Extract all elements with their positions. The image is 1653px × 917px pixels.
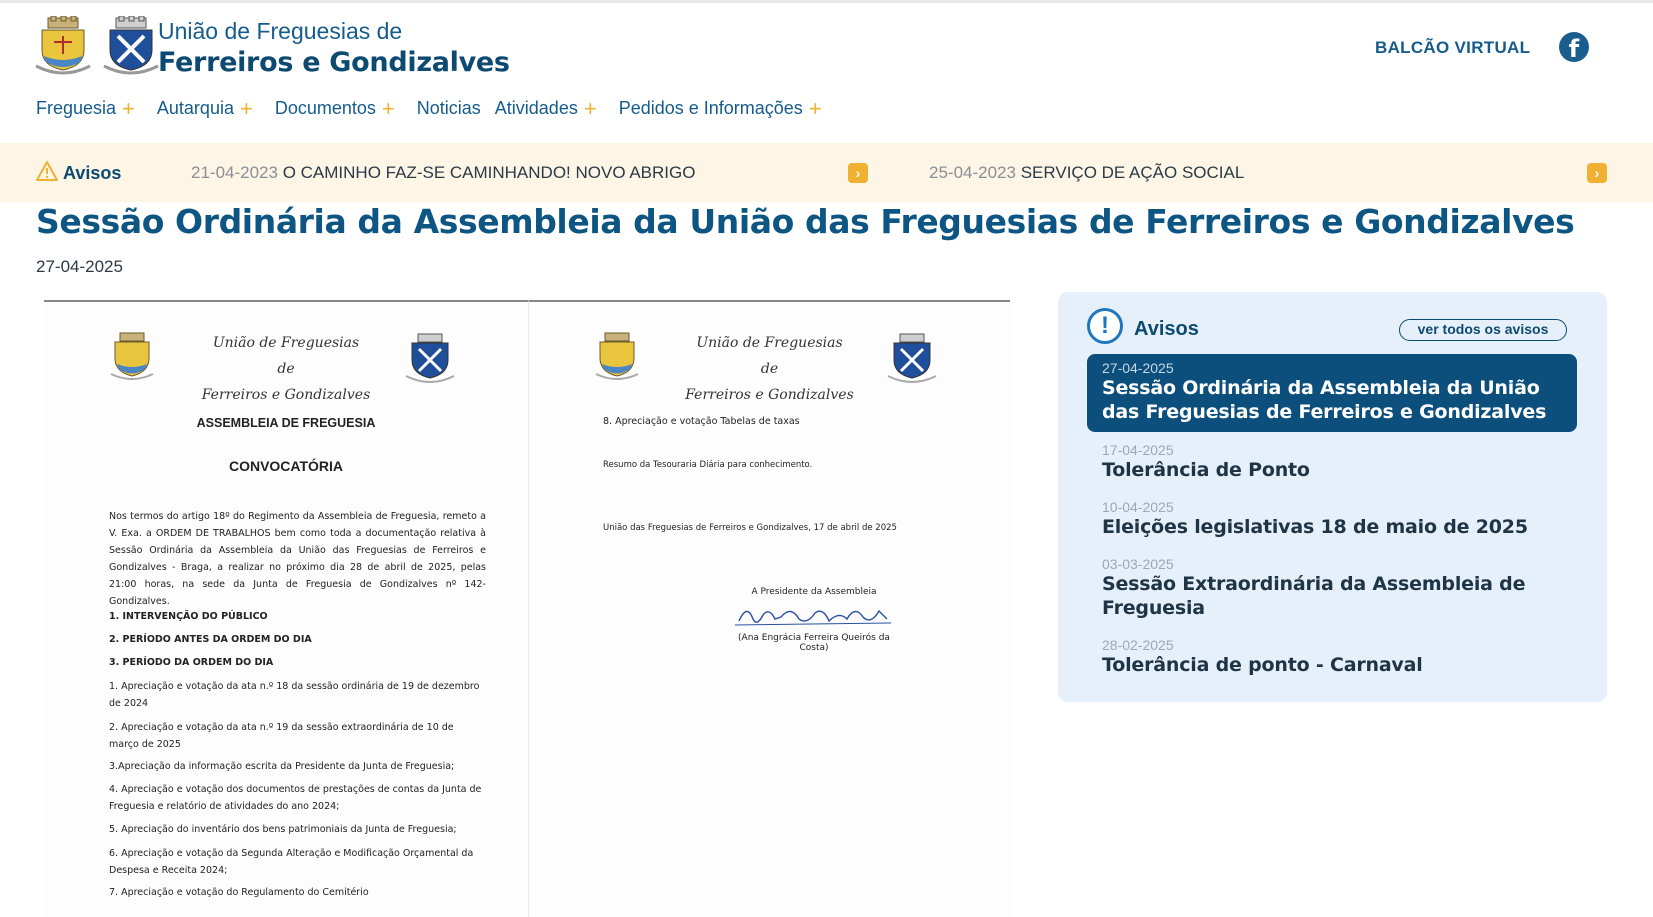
notice-title: Eleições legislativas 18 de maio de 2025 — [1102, 516, 1528, 538]
notice-title: Sessão Extraordinária da Assembleia de Freguesia — [1102, 573, 1526, 619]
document-resumo: Resumo da Tesouraria Diária para conhecimento. — [603, 460, 813, 470]
nav-item-pedidos[interactable] — [618, 95, 822, 121]
logo[interactable] — [34, 16, 160, 78]
site-title[interactable] — [158, 18, 510, 78]
signature-name: (Ana Engrácia Ferreira Queirós da Costa) — [738, 633, 890, 653]
nav-item-autarquia[interactable] — [156, 95, 253, 121]
document-heading-line: União de Freguesias — [212, 335, 360, 351]
document-section: 1. INTERVENÇÃO DO PÚBLICO — [109, 611, 268, 622]
nav-item-label: Pedidos e Informações — [618, 98, 803, 118]
ticker-item-text: O CAMINHO FAZ-SE CAMINHANDO! NOVO ABRIGO — [282, 163, 696, 182]
document-page-1 — [44, 300, 528, 917]
document-section: 2. PERÍODO ANTES DA ORDEM DO DIA — [109, 634, 312, 645]
notice-item[interactable] — [1087, 354, 1577, 432]
plus-icon: + — [808, 95, 822, 121]
convocatoria-document-image[interactable] — [44, 300, 1010, 917]
notice-item[interactable] — [1087, 499, 1577, 539]
notice-date: 17-04-2025 — [1102, 442, 1174, 458]
signature-title: A Presidente da Assembleia — [751, 587, 877, 597]
plus-icon: + — [239, 95, 253, 121]
notice-title: Tolerância de ponto - Carnaval — [1102, 654, 1423, 676]
notice-item[interactable] — [1087, 442, 1577, 482]
ticker-label: Avisos — [63, 163, 122, 183]
alert-circle-icon: ! — [1087, 308, 1123, 344]
plus-icon: + — [122, 95, 135, 121]
nav-item-label: Noticias — [416, 98, 481, 118]
nav-item-label: Documentos — [274, 98, 376, 118]
notice-date: 27-04-2025 — [1102, 360, 1174, 376]
nav-item-label: Freguesia — [36, 98, 117, 118]
page-title: Sessão Ordinária da Assembleia da União das Freguesias de Ferreiros e Gondizalves — [36, 202, 1575, 241]
notice-title: Tolerância de Ponto — [1102, 459, 1310, 481]
document-section: 3. PERÍODO DA ORDEM DO DIA — [109, 657, 274, 668]
avisos-ticker — [0, 143, 1653, 202]
plus-icon: + — [583, 95, 597, 121]
document-item: 8. Apreciação e votação Tabelas de taxas — [603, 416, 800, 427]
ferreiros-crest-icon — [34, 16, 92, 78]
notice-title: Sessão Ordinária da Assembleia da União das Freguesias de Ferreiros e Gondizalves — [1102, 377, 1547, 423]
panel-title: Avisos — [1134, 318, 1199, 340]
top-border — [0, 0, 1653, 3]
see-all-notices-button[interactable]: ver todos os avisos — [1399, 319, 1567, 341]
plus-icon: + — [381, 95, 395, 121]
signature-block — [729, 587, 899, 653]
document-heading-line: de — [277, 361, 295, 377]
document-item: 4. Apreciação e votação dos documentos de prestações de contas da Junta de Freguesia e relatório de atividades do ano 2024; — [109, 784, 482, 812]
nav-item-label: Autarquia — [156, 98, 234, 118]
article-date: 27-04-2025 — [36, 257, 123, 276]
document-heading-line: Ferreiros e Gondizalves — [201, 387, 371, 403]
document-item: 7. Apreciação e votação do Regulamento do Cemitério — [109, 887, 369, 898]
avisos-panel — [1058, 292, 1607, 702]
ticker-item[interactable] — [929, 163, 1244, 183]
document-item: 2. Apreciação e votação da ata n.º 19 da sessão extraordinária de 10 de março de 2025 — [109, 722, 454, 750]
document-item: 6. Apreciação e votação da Segunda Alteração e Modificação Orçamental da Despesa e Receita 2024; — [109, 848, 474, 876]
chevron-right-icon[interactable]: › — [848, 163, 868, 183]
site-title-line1: União de Freguesias de — [158, 18, 403, 44]
notice-date: 28-02-2025 — [1102, 637, 1174, 653]
notice-item[interactable] — [1087, 556, 1577, 620]
facebook-icon[interactable]: f — [1559, 32, 1589, 62]
gondizalves-crest-icon — [402, 332, 458, 388]
notice-date: 10-04-2025 — [1102, 499, 1174, 515]
balcao-virtual-link[interactable]: BALCÃO VIRTUAL — [1375, 38, 1531, 57]
gondizalves-crest-icon — [884, 332, 940, 388]
ticker-item-text: SERVIÇO DE AÇÃO SOCIAL — [1020, 163, 1245, 182]
document-heading-line: União de Freguesias — [696, 335, 843, 351]
nav-item-noticias[interactable] — [417, 98, 481, 119]
document-assembleia-heading: ASSEMBLEIA DE FREGUESIA — [196, 416, 376, 430]
nav-item-atividades[interactable] — [494, 95, 597, 121]
nav-item-documentos[interactable] — [274, 95, 395, 121]
document-page-2 — [528, 300, 1010, 917]
gondizalves-crest-icon — [102, 16, 160, 78]
ticker-item-date: 25-04-2023 — [929, 163, 1016, 182]
notice-item[interactable] — [1087, 637, 1577, 677]
document-intro: Nos termos do artigo 18º do Regimento da Assembleia de Freguesia, remeto a V. Exa. a ORDEM DE TRABALHOS bem como toda a documentação relativa à Sessão Ordinária da Assembleia da União das Freguesias de Ferreiros e Gondizalves - Braga, a realizar no próximo dia 28 de abril de 2025, pelas 21:00 horas, na sede da Junta de Freguesia de Gondizalves nº 142- Gondizalves. — [109, 511, 486, 607]
document-heading-line: de — [760, 361, 779, 377]
notice-date: 03-03-2025 — [1102, 556, 1174, 572]
nav-item-label: Atividades — [494, 98, 578, 118]
nav-item-freguesia[interactable] — [36, 95, 135, 121]
ticker-item-date: 21-04-2023 — [191, 163, 278, 182]
document-item: 3.Apreciação da informação escrita da Presidente da Junta de Freguesia; — [109, 761, 455, 772]
ticker-item[interactable] — [191, 163, 695, 183]
document-heading-line: Ferreiros e Gondizalves — [685, 387, 854, 403]
handwritten-signature-icon — [729, 599, 899, 631]
document-item: 5. Apreciação do inventário dos bens patrimoniais da Junta de Freguesia; — [109, 824, 457, 835]
chevron-right-icon[interactable]: › — [1587, 163, 1607, 183]
document-convocatoria-heading: CONVOCATÓRIA — [228, 458, 344, 474]
site-title-line2: Ferreiros e Gondizalves — [158, 47, 510, 78]
document-item: 1. Apreciação e votação da ata n.º 18 da sessão ordinária de 19 de dezembro de 2024 — [109, 681, 480, 709]
document-local-date: União das Freguesias de Ferreiros e Gondizalves, 17 de abril de 2025 — [603, 523, 897, 533]
warning-icon — [36, 161, 58, 181]
main-nav — [36, 95, 844, 121]
